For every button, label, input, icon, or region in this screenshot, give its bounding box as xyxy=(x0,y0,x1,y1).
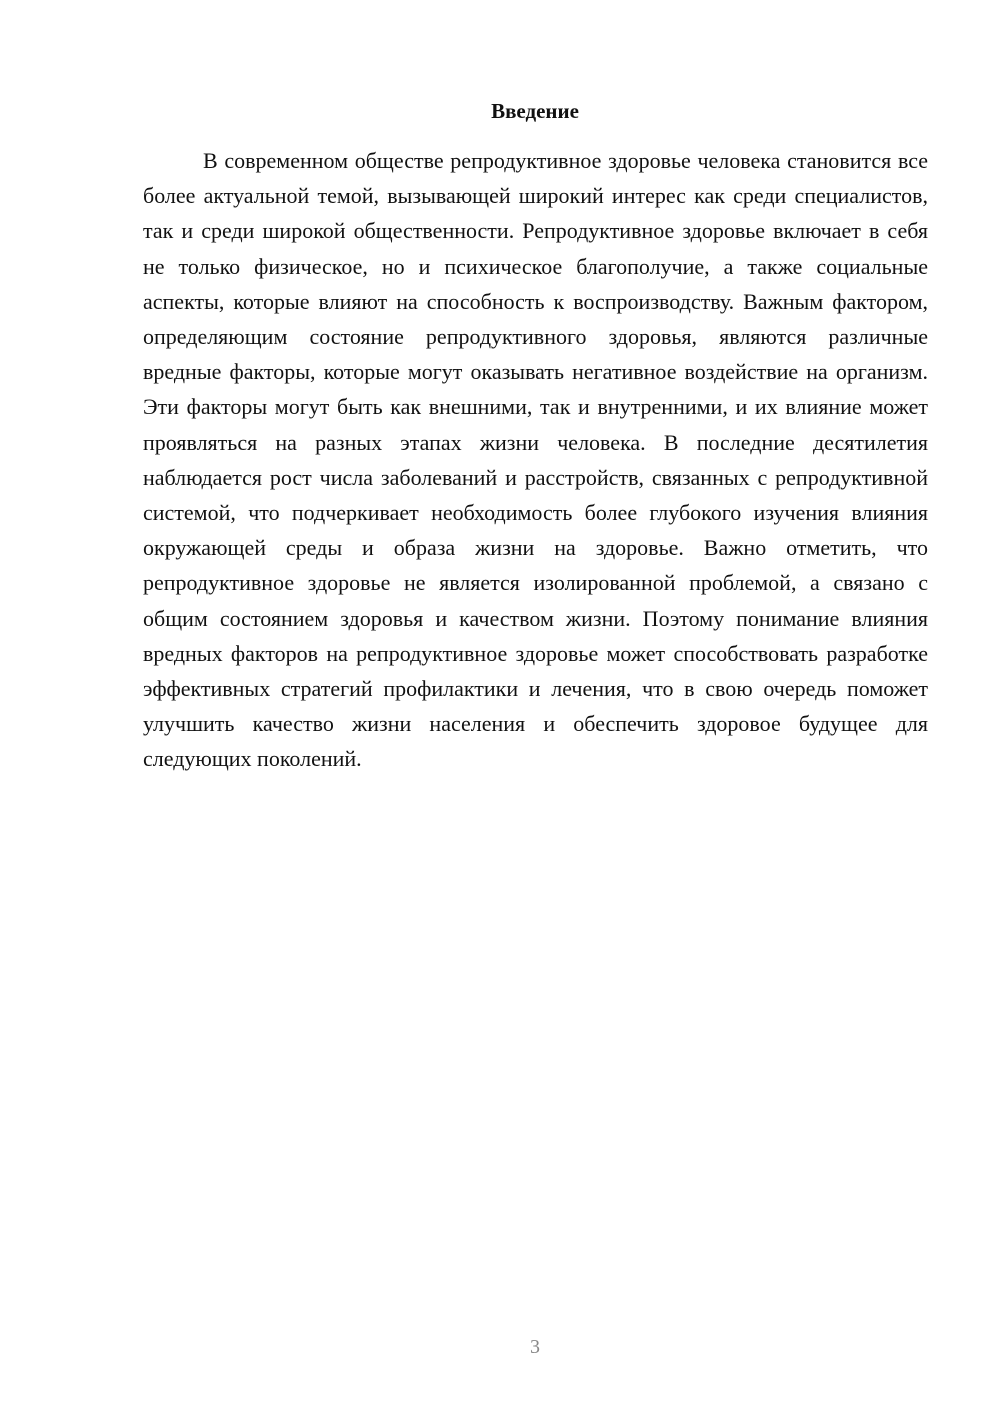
page-number: 3 xyxy=(530,1336,540,1358)
body-paragraph: В современном обществе репродуктивное здоровье человека становится все более актуальной темой, вызывающей широкий интерес как среди специалистов, так и среди широкой общественности. Репродуктивное здоровье включает в себя не только физическое, но и психическое благополучие, а также социальные аспекты, которые влияют на способность к воспроизводству. Важным фактором, определяющим состояние репродуктивного здоровья, являются различные вредные факторы, которые могут оказывать негативное воздействие на организм. Эти факторы могут быть как внешними, так и внутренними, и их влияние может проявляться на разных этапах жизни человека. В последние десятилетия наблюдается рост числа заболеваний и расстройств, связанных с репродуктивной системой, что подчеркивает необходимость более глубокого изучения влияния окружающей среды и образа жизни на здоровье. Важно отметить, что репродуктивное здоровье не является изолированной проблемой, а связано с общим состоянием здоровья и качеством жизни. Поэтому понимание влияния вредных факторов на репродуктивное здоровье может способствовать разработке эффективных стратегий профилактики и лечения, что в свою очередь поможет улучшить качество жизни населения и обеспечить здоровое будущее для следующих поколений. xyxy=(143,148,928,772)
section-heading: Введение xyxy=(491,99,579,123)
